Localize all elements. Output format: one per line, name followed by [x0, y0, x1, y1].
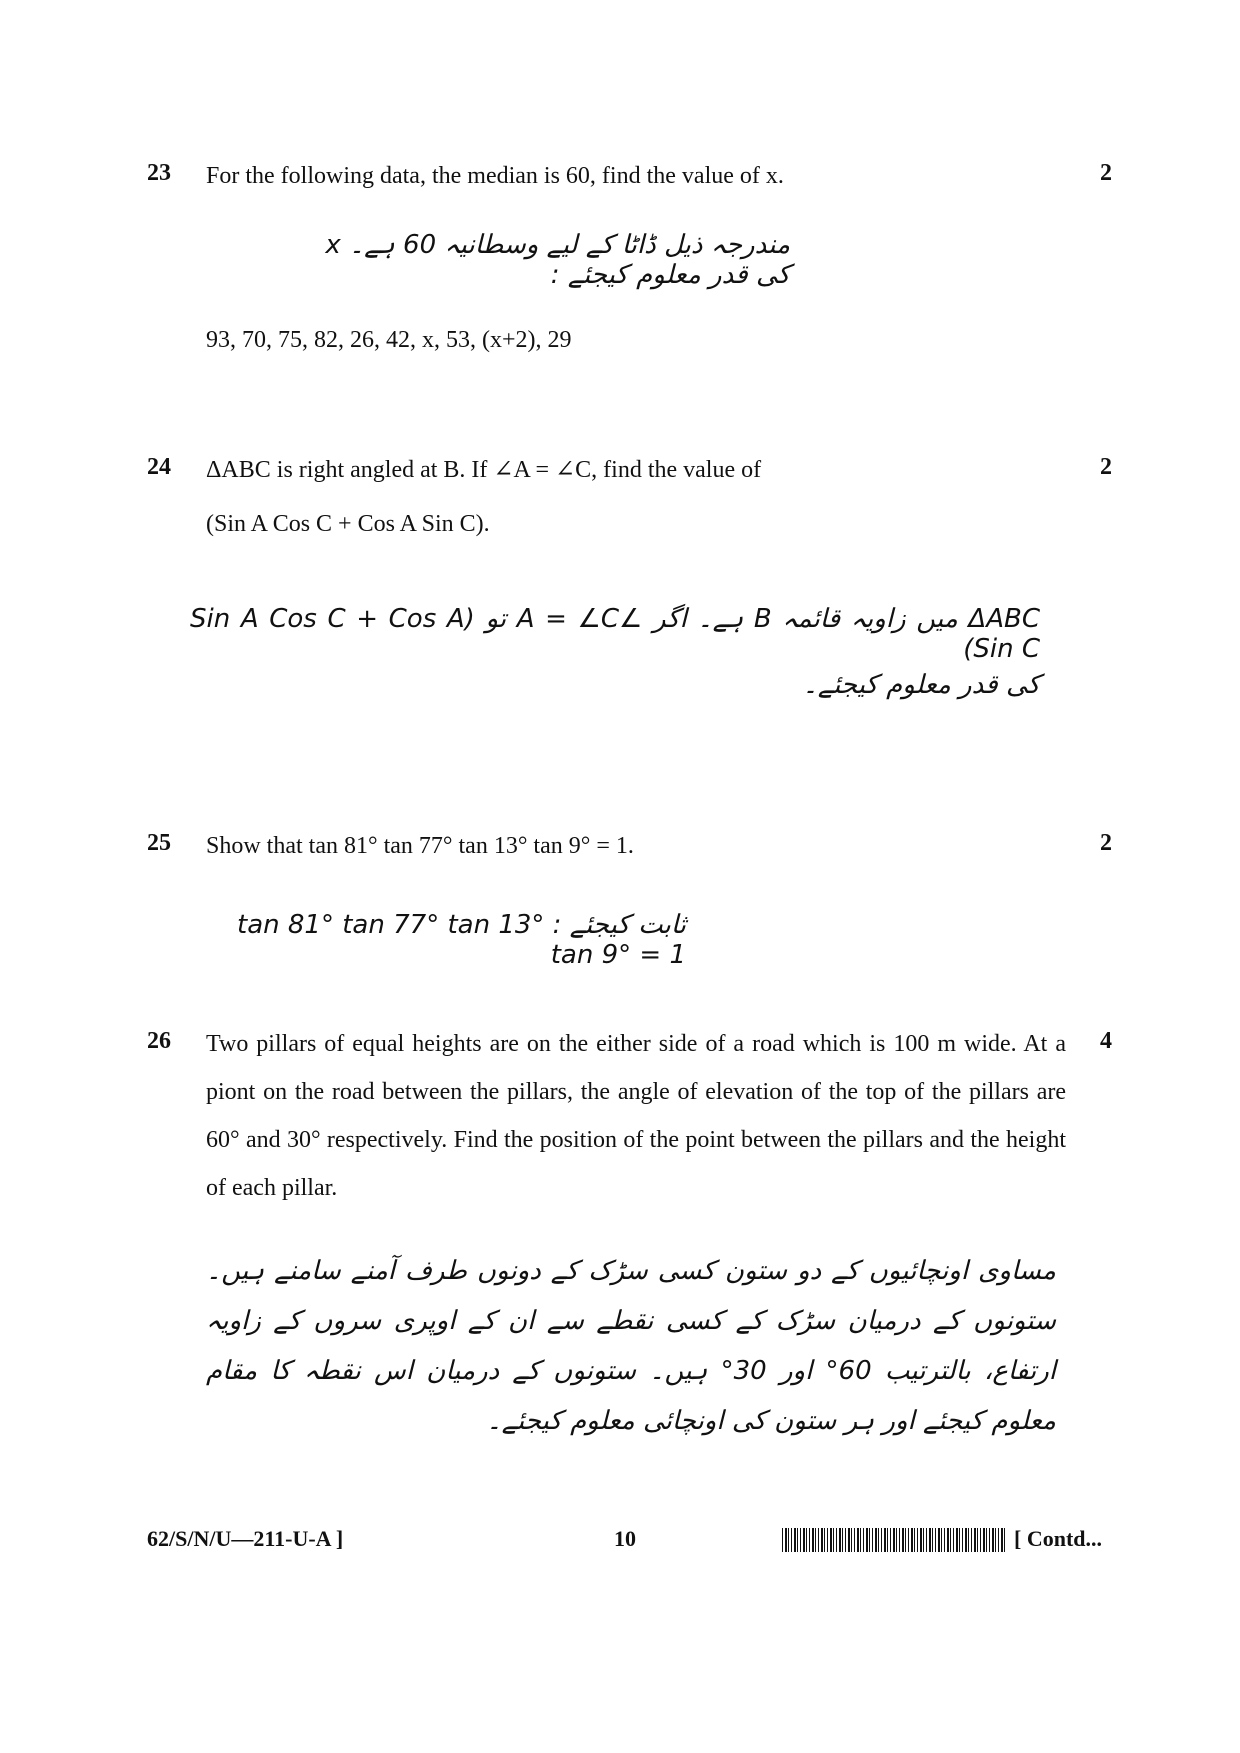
question-marks: 2 — [1100, 454, 1112, 480]
question-text-english-line2: (Sin A Cos C + Cos A Sin C). — [206, 511, 490, 537]
question-number: 23 — [147, 160, 171, 186]
question-marks: 4 — [1100, 1028, 1112, 1054]
question-text-urdu-line2: کی قدر معلوم کیجئے۔ — [802, 670, 1040, 700]
question-text-english: Two pillars of equal heights are on the either side of a road which is 100 m wide. At a piont on the road between the pillars, the angle of elevation of the top of the pillars are 60° and 30° respectively. Find the position of the point between the pillars and the height of each pillar. — [206, 1031, 1066, 1201]
continued-label: [ Contd... — [1014, 1526, 1103, 1551]
question-text-english: For the following data, the median is 60, find the value of x. — [206, 163, 784, 189]
barcode — [782, 1528, 1006, 1552]
question-text-english: Show that tan 81° tan 77° tan 13° tan 9° = 1. — [206, 833, 634, 859]
question-text-urdu: مساوی اونچائیوں کے دو ستون کسی سڑک کے دونوں طرف آمنے سامنے ہیں۔ ستونوں کے درمیان سڑک کے کسی نقطے سے ان کے اوپری سروں کے زاویہ ارتفاع، بالترتیب 60° اور 30° ہیں۔ ستونوں کے درمیان اس نقطہ کا مقام معلوم کیجئے اور ہر ستون کی اونچائی معلوم کیجئے۔ — [206, 1256, 1056, 1436]
question-text-urdu: مندرجہ ذیل ڈاٹا کے لیے وسطانیہ 60 ہے۔ x کی قدر معلوم کیجئے : — [325, 230, 790, 290]
question-number: 24 — [147, 454, 171, 480]
question-data-line: 93, 70, 75, 82, 26, 42, x, 53, (x+2), 29 — [206, 327, 572, 353]
paper-code: 62/S/N/U—211-U-A ] — [147, 1526, 344, 1551]
question-number: 26 — [147, 1028, 171, 1054]
question-marks: 2 — [1100, 160, 1112, 186]
question-marks: 2 — [1100, 830, 1112, 856]
question-text-urdu-line1: ΔABC میں زاویہ قائمہ B ہے۔ اگر ∠A = ∠C تو (Sin A Cos C + Cos A Sin C) — [190, 604, 1040, 664]
question-text-english-line1: ΔABC is right angled at B. If ∠A = ∠C, find the value of — [206, 457, 762, 483]
question-text-urdu: ثابت کیجئے : tan 81° tan 77° tan 13° tan 9° = 1 — [237, 910, 686, 970]
question-number: 25 — [147, 830, 171, 856]
page-number: 10 — [614, 1526, 636, 1551]
